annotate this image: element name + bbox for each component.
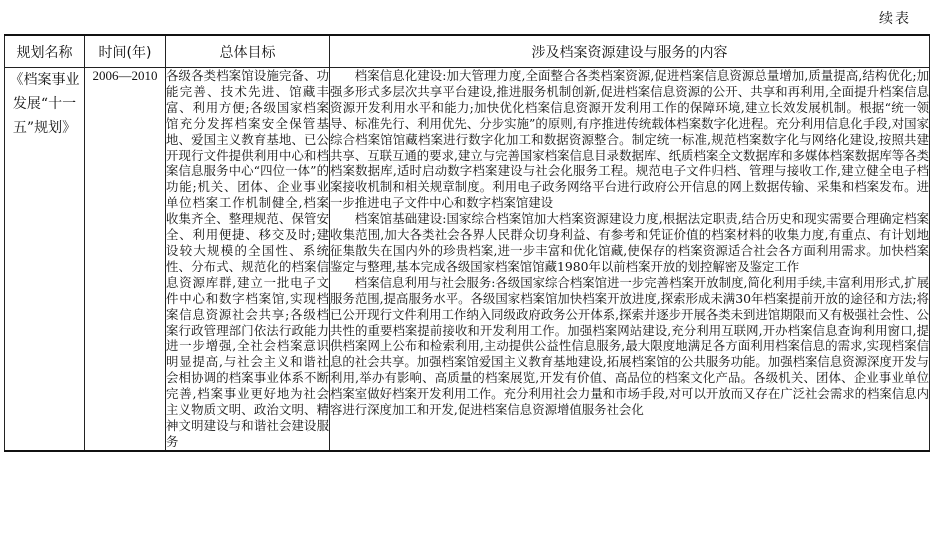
table-header-row: [5, 35, 930, 68]
content-paragraph-services: 档案信息利用与社会服务:各级国家综合档案馆进一步完善档案开放制度,简化利用手续,丰富利用形式,扩展服务范围,提高服务水平。各级国家档案馆加快档案开放进度,探索形成未满30年档案提前开放的途径和方法;将已公开现行文件利用工作纳入同级政府政务公开体系,探索并逐步开展各类未到进馆期限而又有极强社会性、公共性的重要档案提前接收和开发利用工作。加强档案网站建设,充分利用互联网,开办档案信息查询利用窗口,提供档案网上公布和检索利用,主动提供公益性信息服务,最大限度地满足各方面利用档案信息的需求,实现档案信息的社会共享。加强档案馆爱国主义教育基地建设,拓展档案馆的公共服务功能。加强档案信息资源深度开发与利用,举办有影响、高质量的档案展览,开发有价值、高品位的档案文化产品。各级机关、团体、企业事业单位档案室做好档案开发利用工作。充分利用社会力量和市场手段,对可以开放而又存在广泛社会需求的档案信息内容进行深度加工和开发,促进档案信息资源增值服务社会化: [330, 274, 929, 418]
cell-plan-name: 《档案事业发展“十一五”规划》: [5, 68, 85, 451]
content-paragraph-informatization: 档案信息化建设:加大管理力度,全面整合各类档案资源,促进档案信息资源总量增加,质量提高,结构优化;加强多形式多层次共享平台建设,推进服务机制创新,促进档案信息资源的公开、共享和再利用,全面提升档案信息资源开发利用水平和能力;加快优化档案信息资源开发利用工作的保障环境,建立长效发展机制。根据“统一领导、标准先行、利用优先、分步实施”的原则,有序推进传统载体档案数字化进程。充分利用信息化手段,对国家综合档案馆馆藏档案进行数字化加工和数据资源整合。制定统一标准,规范档案数字化与网络化建设,按照共建共享、互联互通的要求,建立与完善国家档案信息目录数据库、纸质档案全文数据库和多媒体档案数据库等各类档案数据库,适时启动数字档案建设与社会化服务工程。规范电子文件归档、管理与接收工作,建立健全电子档案接收机制和相关规章制度。利用电子政务网络平台进行政府公开信息的网上数据传输、采集和档案发布。进一步推进电子文件中心和数字档案馆建设: [330, 68, 929, 211]
header-content: 涉及档案资源建设与服务的内容: [330, 35, 930, 68]
archive-plan-table: [4, 34, 930, 452]
cell-years: 2006—2010: [85, 68, 166, 451]
header-plan-name: 规划名称: [5, 35, 85, 68]
content-paragraph-infrastructure: 档案馆基础建设:国家综合档案馆加大档案资源建设力度,根据法定职责,结合历史和现实需要合理确定档案收集范围,加大各类社会各界人民群众切身利益、有参考和凭证价值的档案材料的收集力度,有重点、有计划地征集散失在国内外的珍贵档案,进一步丰富和优化馆藏,使保存的档案资源适合社会各方面利用需求。加快档案鉴定与整理,基本完成各级国家档案馆馆藏1980年以前档案开放的划控解密及鉴定工作: [330, 211, 929, 274]
header-years: 时间(年): [85, 35, 166, 68]
cell-content: [330, 68, 930, 451]
cell-overall-goal: 各级各类档案馆设施完备、功能完善、技术先进、馆藏丰富、利用方便;各级国家档案馆充分发挥档案安全保管基地、爱国主义教育基地、已公开现行文件提供利用中心和档案信息服务中心“四位一体”的功能;机关、团体、企业事业单位档案工作机制健全,档案收集齐全、整理规范、保管安全、利用便捷、移交及时;建设较大规模的全国性、系统性、分布式、规范化的档案信息资源库群,建立一批电子文件中心和数字档案馆,实现档案信息资源社会共享;各级档案行政管理部门依法行政能力进一步增强,全社会档案意识明显提高,与社会主义和谐社会相协调的档案事业体系不断完善,档案事业更好地为社会主义物质文明、政治文明、精神文明建设与和谐社会建设服务: [166, 68, 329, 449]
continued-label: 续表: [879, 11, 911, 27]
header-overall-goal: 总体目标: [166, 35, 330, 68]
table-row: [5, 68, 930, 451]
